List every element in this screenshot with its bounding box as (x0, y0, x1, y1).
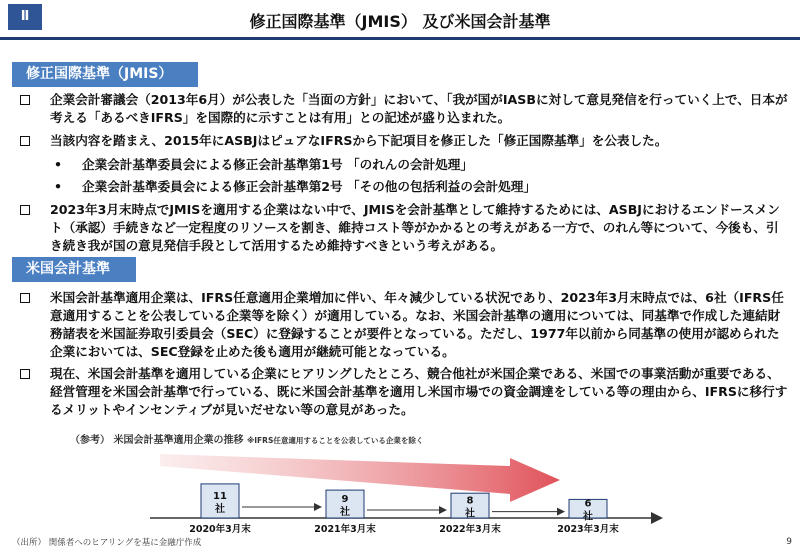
category-tick-label: 2022年3月末 (439, 524, 501, 535)
list-item (20, 201, 790, 255)
section-heading-usgaap: 米国会計基準 (12, 257, 136, 282)
list-item (20, 91, 790, 127)
bullet-text: 2023年3月末時点でJMISを適用する企業はない中で、JMISを会計基準として維持するためには、ASBJにおけるエンドースメント（承認）手続きなど一定程度のリソースを割き、維持コスト等がかかるとの考えがある一方で、のれん等について、今後も、引き続き我が国の意見発信手段として活用するため維持すべきという考えがある。 (50, 202, 780, 253)
list-item (20, 365, 790, 419)
dot-bullet-icon: • (54, 157, 63, 172)
bullet-text: 企業会計審議会（2013年6月）が公表した「当面の方針」において、「我が国がIASBに対して意見発信を行っていく上で、日本が考える「あるべきIFRS」を国際的に示すことは有用」との記述が盛り込まれた。 (50, 92, 788, 125)
header-bar (0, 0, 800, 40)
list-item (20, 132, 790, 150)
page-number: 9 (786, 537, 792, 547)
sub-item-text: 企業会計基準委員会による修正会計基準第2号 「その他の包括利益の会計処理」 (82, 179, 536, 194)
category-tick-label: 2020年3月末 (189, 524, 251, 535)
bullet-text: 当該内容を踏まえ、2015年にASBJはピュアなIFRSから下記項目を修正した「修正国際基準」を公表した。 (50, 133, 668, 148)
square-bullet-icon (20, 369, 30, 379)
bullet-text: 現在、米国会計基準を適用している企業にヒアリングしたところ、競合他社が米国企業である、米国での事業活動が重要である、経営管理を米国会計基準で行っている、既に米国会計基準を適用し米国市場での資金調達をしている等の理由から、IFRSに移行するメリットやインセンティブが見いだせない等の意見があった。 (50, 366, 788, 417)
section-heading-jmis: 修正国際基準（JMIS） (12, 62, 198, 87)
square-bullet-icon (20, 95, 30, 105)
page-title: 修正国際基準（JMIS） 及び米国会計基準 (249, 12, 551, 31)
list-item (20, 289, 790, 361)
bar-value-label: 11 (213, 490, 227, 502)
sub-list-item (54, 178, 536, 196)
category-tick-label: 2023年3月末 (557, 524, 619, 535)
sub-item-text: 企業会計基準委員会による修正会計基準第1号 「のれんの会計処理」 (82, 157, 473, 172)
dot-bullet-icon: • (54, 179, 63, 194)
category-tick-label: 2021年3月末 (314, 524, 376, 535)
bar-value-label: 6 (584, 498, 592, 510)
bar-unit-label: 社 (340, 507, 350, 519)
chart-title-label: （参考） 米国会計基準適用企業の推移 (70, 435, 244, 446)
square-bullet-icon (20, 205, 30, 215)
trend-chart (0, 440, 800, 540)
source-note: （出所） 関係者へのヒアリングを基に金融庁作成 (12, 538, 202, 548)
bar-unit-label: 社 (583, 511, 593, 523)
bullet-text: 米国会計基準適用企業は、IFRS任意適用企業増加に伴い、年々減少している状況であり、2023年3月末時点では、6社（IFRS任意適用することを公表している企業等を除く）が適用している。なお、米国会計基準の適用については、同基準で作成した連結財務諸表を米国証券取引委員会（SEC）に登録することが要件となっている。ただし、1977年以前から同基準の使用が認められた企業においては、SEC登録を止めた後も適用が継続可能となっている。 (50, 290, 784, 359)
bar-value-label: 8 (466, 495, 474, 507)
square-bullet-icon (20, 293, 30, 303)
bar-value-label: 9 (341, 494, 349, 506)
sub-list-item (54, 156, 473, 174)
section-badge: Ⅱ (8, 4, 42, 30)
chart-title-note: ※IFRS任意適用することを公表している企業を除く (246, 436, 424, 445)
bar-unit-label: 社 (215, 503, 225, 515)
bar-unit-label: 社 (465, 508, 475, 520)
square-bullet-icon (20, 136, 30, 146)
